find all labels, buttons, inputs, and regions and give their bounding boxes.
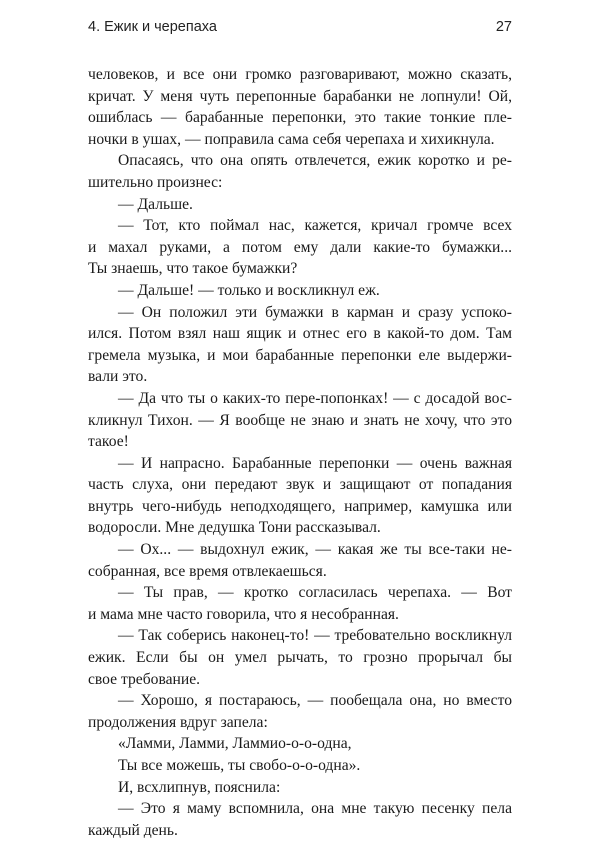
text-line: — Ты прав, — кротко согласилась черепаха. — Вот xyxy=(118,584,512,602)
running-head xyxy=(88,19,512,41)
text-line: ился. Потом взял наш ящик и отнес его в какой-то дом. Там xyxy=(88,325,512,343)
text-line: Ты знаешь, что такое бумажки? xyxy=(88,260,298,278)
text-line: Опасаясь, что она опять отвлечется, ежик коротко и ре- xyxy=(118,152,512,170)
text-line: свое требование. xyxy=(88,670,201,688)
text-line: и мама мне часто говорила, что я несобранная. xyxy=(88,605,399,623)
text-line: человеков, и все они громко разговаривают, можно сказать, xyxy=(88,66,512,83)
text-line: И, всхлипнув, пояснила: xyxy=(118,778,281,796)
text-line: гремела музыка, и мои барабанные перепонки еле выдержи- xyxy=(88,346,512,364)
text-line: вали это. xyxy=(88,368,148,386)
text-line: и махал руками, а потом ему дали какие-то бумажки... xyxy=(88,238,512,256)
text-line: — Так соберись наконец-то! — требовательно воскликнул xyxy=(118,627,512,645)
text-line: внутрь чего-нибудь неподходящего, например, камушка или xyxy=(88,497,512,515)
text-line: водоросли. Мне дедушка Тони рассказывал. xyxy=(88,519,381,537)
text-line: Ты все можешь, ты свобо-о-о-одна». xyxy=(118,757,361,774)
text-line: каждый день. xyxy=(88,821,178,839)
text-line: — И напрасно. Барабанные перепонки — очень важная xyxy=(118,454,512,472)
text-line: — Дальше. xyxy=(118,195,193,213)
chapter-title: 4. Ежик и черепаха xyxy=(88,19,217,35)
text-line: продолжения вдруг запела: xyxy=(88,713,268,731)
text-line: шительно произнес: xyxy=(88,173,223,191)
text-line: — Это я маму вспомнила, она мне такую песенку пела xyxy=(118,800,512,818)
text-line: ошиблась — барабанные перепонки, это такие тонкие пле- xyxy=(88,109,512,127)
text-line: собранная, все время отвлекаешься. xyxy=(88,562,327,580)
text-line: «Ламми, Ламми, Ламмио-о-о-одна, xyxy=(118,735,352,753)
body-text xyxy=(88,64,512,841)
text-line: — Дальше! — только и воскликнул еж. xyxy=(118,281,380,299)
text-line: — Хорошо, я постараюсь, — пообещала она, но вместо xyxy=(118,692,512,710)
text-line: часть слуха, они передают звук и защищают от попадания xyxy=(88,476,512,494)
text-line: ежик. Если бы он умел рычать, то грозно прорычал бы xyxy=(88,649,512,667)
text-line: ночки в ушах, — поправила сама себя черепаха и хихикнула. xyxy=(88,130,495,148)
text-line: — Он положил эти бумажки в карман и сразу успоко- xyxy=(118,303,512,321)
text-line: — Да что ты о каких-то пере-попонках! — с досадой вос- xyxy=(118,389,512,407)
text-line: кричат. У меня чуть перепонные барабанки не лопнули! Ой, xyxy=(88,87,512,105)
text-line: — Тот, кто поймал нас, кажется, кричал громче всех xyxy=(118,217,512,235)
text-line: — Ох... — выдохнул ежик, — какая же ты все-таки не- xyxy=(118,541,512,559)
page-number: 27 xyxy=(495,19,512,35)
text-line: кликнул Тихон. — Я вообще не знаю и знать не хочу, что это xyxy=(88,411,512,429)
text-line: такое! xyxy=(88,433,129,451)
